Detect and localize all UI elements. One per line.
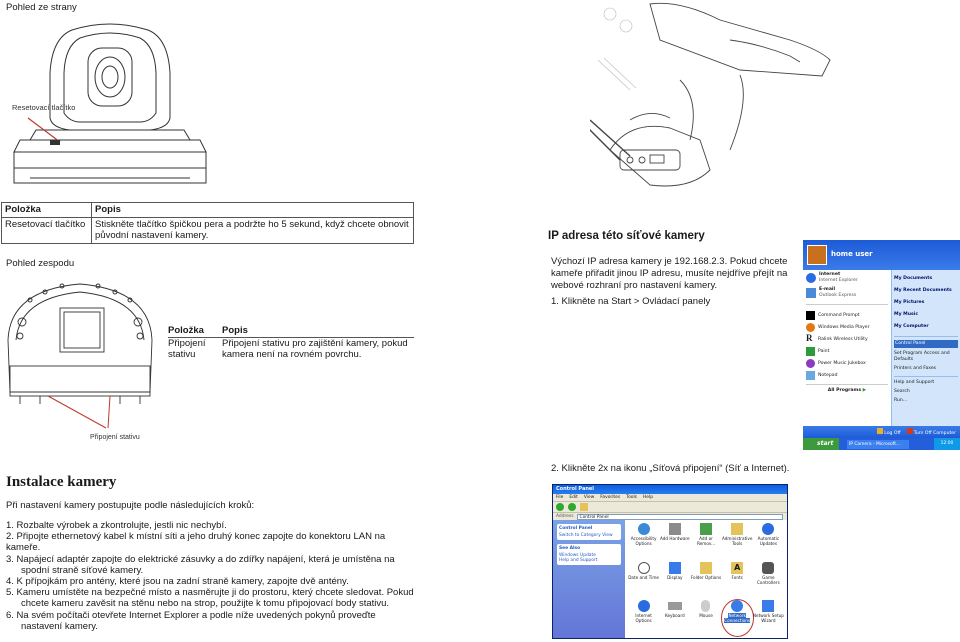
installation-steps <box>6 520 416 632</box>
menu-item-ralink[interactable] <box>806 335 888 344</box>
menu-help[interactable]: Help <box>642 495 653 500</box>
paint-icon <box>806 347 815 356</box>
cp-item-label: Automatic Updates <box>757 536 780 546</box>
taskbar-window-button[interactable]: IP Camera - Microsoft... <box>847 440 909 449</box>
table-header-description: Popis <box>92 203 414 218</box>
tripod-table <box>168 325 414 361</box>
folder-icon[interactable] <box>580 503 588 511</box>
side-view-title: Pohled ze strany <box>6 2 77 13</box>
task-pane <box>553 520 625 639</box>
arrow-right-icon: ▶ <box>862 388 867 393</box>
list-item: 6. Na svém počítači otevřete Internet Explorer a podle níže uvedených pokynů proveďte nastavení kamery. <box>6 609 376 632</box>
menu-item-label: E-mail <box>819 287 836 292</box>
cp-item-fonts[interactable] <box>722 562 753 598</box>
cp-item-auto-updates[interactable] <box>753 523 784 559</box>
cp-item-game-controllers[interactable] <box>753 562 784 598</box>
table-header-item: Položka <box>2 203 92 218</box>
address-label: Address <box>556 514 574 519</box>
list-item: 4. K přípojkám pro antény, které jsou na zadní straně kamery, zapojte dvě antény. <box>6 576 349 588</box>
cp-item-internet-options[interactable] <box>628 600 659 636</box>
menu-item-help[interactable]: Help and Support <box>894 380 935 385</box>
cp-item-label: Fonts <box>731 574 743 580</box>
cp-item-label: Network Setup Wizard <box>752 613 784 624</box>
menu-item-recent-documents[interactable]: My Recent Documents <box>894 288 952 293</box>
menu-item-program-access[interactable]: Set Program Access and Defaults <box>894 351 950 362</box>
network-icon <box>731 600 743 612</box>
keyboard-icon <box>668 602 682 610</box>
hardware-icon <box>669 523 681 535</box>
taskbar <box>803 438 960 450</box>
cp-item-label: Administrative Tools <box>721 536 753 546</box>
cp-item-label: Display <box>667 574 683 580</box>
menu-item-email[interactable] <box>806 287 888 299</box>
cp-item-display[interactable] <box>659 562 690 598</box>
menu-item-label: Notepad <box>818 372 838 378</box>
menu-tools[interactable]: Tools <box>626 495 637 500</box>
menu-item-label: Internet <box>819 272 841 277</box>
internet-explorer-icon <box>806 273 816 283</box>
menu-favorites[interactable]: Favorites <box>600 495 621 500</box>
installation-intro: Při nastavení kamery postupujte podle následujících kroků: <box>6 500 255 511</box>
task-pane-title: Control Panel <box>559 526 593 531</box>
log-off-button[interactable] <box>877 428 900 436</box>
table-header-item: Položka <box>168 325 204 336</box>
turn-off-button[interactable] <box>907 428 956 436</box>
power-icon <box>907 428 913 434</box>
menu-item-printers[interactable]: Printers and Faxes <box>894 366 937 371</box>
window-title-bar <box>553 485 787 494</box>
start-menu-footer <box>803 426 960 438</box>
add-remove-icon <box>700 523 712 535</box>
cp-item-accessibility[interactable] <box>628 523 659 559</box>
outlook-icon <box>806 288 816 298</box>
table-cell-item: Připojení stativu <box>168 337 206 360</box>
ip-address-text: Výchozí IP adresa kamery je 192.168.2.3. Pokud chcete kameře přiřadit jinou IP adresu, musíte nejdříve přejít na webové rozhraní pro nastavení kamery. <box>551 256 788 291</box>
windows-update-link[interactable]: Windows Update <box>559 553 596 558</box>
cp-item-keyboard[interactable] <box>659 600 690 636</box>
reset-button-table <box>1 202 414 244</box>
step-2-text: 2. Klikněte 2x na ikonu „Síťová připojení“ (Síť a Internet). <box>551 463 790 474</box>
toolbar <box>553 501 787 512</box>
menu-edit[interactable]: Edit <box>569 495 578 500</box>
menu-item-run[interactable]: Run... <box>894 398 908 403</box>
help-support-link[interactable]: Help and Support <box>559 558 598 563</box>
menu-item-search[interactable]: Search <box>894 389 910 394</box>
installation-heading: Instalace kamery <box>6 474 117 490</box>
cp-item-label: Keyboard <box>664 613 685 619</box>
command-prompt-icon <box>806 311 815 320</box>
cp-item-label: Game Controllers <box>757 574 780 585</box>
display-icon <box>669 562 681 574</box>
cp-item-label: Add Hardware <box>659 536 690 541</box>
see-also-title: See Also <box>559 546 581 551</box>
menu-item-my-music[interactable]: My Music <box>894 312 919 317</box>
cp-item-label: Network Connections <box>724 613 751 624</box>
clock-icon <box>638 562 650 574</box>
address-bar <box>553 512 787 520</box>
menu-item-control-panel[interactable]: Control Panel <box>894 340 958 348</box>
task-pane-panel <box>557 524 621 540</box>
list-item: 1. Rozbalte výrobek a zkontrolujte, jestli nic nechybí. <box>6 520 227 531</box>
avatar <box>807 245 827 265</box>
cp-item-label: Folder Options <box>690 574 722 580</box>
fonts-icon: A <box>731 562 743 574</box>
all-programs-label: All Programs <box>827 388 862 393</box>
table-cell-description: Připojení stativu pro zajištění kamery, pokud kamera není na rovném povrchu. <box>222 337 408 360</box>
list-item: 5. Kameru umístěte na bezpečné místo a nasměrujte ji do prostoru, který chcete sledovat. Pokud chcete kameru zavěsit na stěnu nebo na strop, použijte k tomu připojovací body stativu. <box>6 587 414 610</box>
menu-item-label: Command Prompt <box>818 312 860 318</box>
updates-icon <box>762 523 774 535</box>
menu-file[interactable]: File <box>556 495 564 500</box>
notepad-icon <box>806 371 815 380</box>
accessibility-icon <box>638 523 650 535</box>
menu-item-label: Windows Media Player <box>818 324 870 330</box>
cp-item-label: Date and Time <box>628 574 659 580</box>
cp-item-date-time[interactable] <box>628 562 659 598</box>
reset-button-callout: Resetovací tlačítko <box>12 103 76 112</box>
camera-rear-illustration <box>590 0 850 220</box>
forward-icon[interactable] <box>568 503 576 511</box>
step-1-text: 1. Klikněte na Start > Ovládací panely <box>551 296 711 307</box>
jukebox-icon <box>806 359 815 368</box>
table-header-description: Popis <box>222 325 248 336</box>
bottom-view-title: Pohled zespodu <box>6 258 75 269</box>
menu-item-my-documents[interactable]: My Documents <box>894 276 933 281</box>
media-player-icon <box>806 323 815 332</box>
control-panel-screenshot <box>552 484 788 639</box>
cp-item-label: Add or Remov... <box>696 536 716 546</box>
control-panel-icons <box>625 520 787 639</box>
menu-item-internet[interactable] <box>806 272 888 284</box>
system-clock: 12:00 <box>934 438 960 450</box>
start-menu-screenshot <box>803 240 960 450</box>
start-button[interactable]: start <box>803 438 839 450</box>
wizard-icon <box>762 600 774 612</box>
menu-item-label: Power Music Jukebox <box>818 360 866 366</box>
cp-item-network-wizard[interactable] <box>753 600 784 636</box>
menu-item-media-player[interactable] <box>806 323 888 332</box>
table-cell-description: Stiskněte tlačítko špičkou pera a podržte ho 5 sekund, když chcete obnovit původní nastavení kamery. <box>92 217 414 243</box>
gamepad-icon <box>762 562 774 574</box>
menu-item-label: Paint <box>818 348 830 354</box>
cp-item-admin-tools[interactable] <box>722 523 753 559</box>
folder-options-icon <box>700 562 712 574</box>
camera-bottom-view-illustration <box>0 270 160 432</box>
address-input[interactable]: Control Panel <box>577 514 784 520</box>
switch-view-link[interactable]: Switch to Category View <box>559 533 613 538</box>
log-off-label: Log Off <box>884 431 901 436</box>
cp-item-add-hardware[interactable] <box>659 523 690 559</box>
menu-item-paint[interactable] <box>806 347 888 356</box>
menu-bar <box>553 494 787 501</box>
see-also-panel <box>557 544 621 565</box>
start-menu-header <box>803 240 960 270</box>
start-menu-right-pane <box>891 270 960 435</box>
globe-icon <box>638 600 650 612</box>
cp-item-mouse[interactable] <box>690 600 721 636</box>
menu-item-jukebox[interactable] <box>806 359 888 368</box>
menu-item-command-prompt[interactable] <box>806 311 888 320</box>
menu-item-my-computer[interactable]: My Computer <box>894 324 929 329</box>
menu-item-label: Ralink Wireless Utility <box>818 336 868 342</box>
ralink-icon: R <box>806 333 813 343</box>
menu-item-notepad[interactable] <box>806 371 888 380</box>
menu-item-sublabel: Internet Explorer <box>819 278 858 283</box>
cp-item-network-connections[interactable] <box>722 600 753 636</box>
turn-off-label: Turn Off Computer <box>913 431 956 436</box>
back-icon[interactable] <box>556 503 564 511</box>
menu-item-my-pictures[interactable]: My Pictures <box>894 300 925 305</box>
cp-item-label: Accessibility Options <box>630 536 657 546</box>
key-icon <box>877 428 883 434</box>
menu-item-sublabel: Outlook Express <box>819 293 857 298</box>
mouse-icon <box>701 600 710 612</box>
all-programs-button[interactable] <box>806 384 888 394</box>
start-menu-left-pane <box>803 270 891 435</box>
cp-item-label: Mouse <box>699 613 713 619</box>
admin-tools-icon <box>731 523 743 535</box>
menu-view[interactable]: View <box>583 495 595 500</box>
cp-item-folder-options[interactable] <box>690 562 721 598</box>
window-title: Control Panel <box>556 486 594 492</box>
user-name: home user <box>831 250 873 258</box>
ip-address-heading: IP adresa této síťové kamery <box>548 230 705 242</box>
cp-item-add-remove[interactable] <box>690 523 721 559</box>
cp-item-label: Internet Options <box>635 613 652 624</box>
table-cell-item: Resetovací tlačítko <box>2 217 92 243</box>
list-item: 3. Napájecí adaptér zapojte do elektrické zásuvky a do zdířky napájení, která je umístěna na spodní straně síťové kamery. <box>6 553 395 576</box>
tripod-connector-callout: Připojení stativu <box>90 434 140 441</box>
list-item: 2. Připojte ethernetový kabel k místní síti a jeho druhý konec zapojte do konektoru LAN na kameře. <box>6 531 386 554</box>
